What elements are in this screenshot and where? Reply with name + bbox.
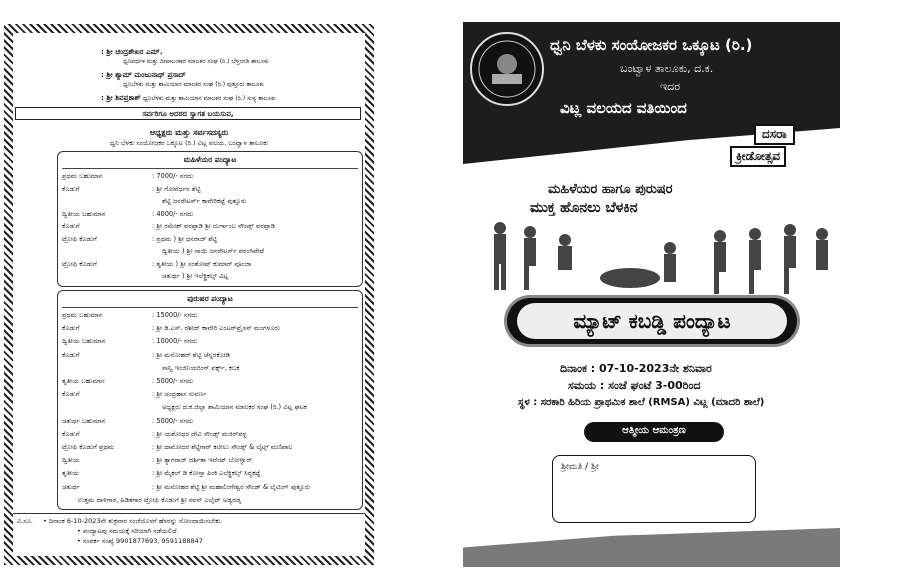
row-value: : ಶ್ರೀ ತ್ಯಾಗರಾಜ್ ದರ್ಶಿತಾ ಇವೆಂಟ್ ಬೋಳ್ವಾರ್ xyxy=(152,456,253,465)
match-title: ಮ್ಯಾಟ್ ಕಬಡ್ಡಿ ಪಂದ್ಯಾಟ xyxy=(573,309,731,333)
row-value: : 15000/- ನಗದು xyxy=(152,311,198,319)
row-label: ಕೊಡುಗೆ xyxy=(62,222,80,230)
addressee-label: ಶ್ರೀಮತಿ / ಶ್ರೀ xyxy=(561,462,599,472)
note-2: • ಪಂದ್ಯಾಟವು ಸಮಯಕ್ಕೆ ಸರಿಯಾಗಿ ನಡೆಯಲಿದೆ. xyxy=(77,527,179,535)
row-label: ದ್ವಿತೀಯ ಬಹುಮಾನ xyxy=(62,209,106,218)
venue-line: ಸ್ಥಳ : ಸರಕಾರಿ ಹಿರಿಯ ಪ್ರಾಥಮಿಕ ಶಾಲೆ (RMSA) ವಿಟ್ಲ (ಮಾದರಿ ಶಾಲೆ) xyxy=(518,397,765,408)
person-2-desc: ಧ್ವನಿಬೆಳಕು ಮತ್ತು ಶಾಮಿಯಾನ ಮಾಲಕರ ಸಂಘ (ರಿ.) ಪುತ್ತೂರು ತಾಲೂಕು xyxy=(123,81,264,88)
row-label: ಕೊಡುಗೆ xyxy=(62,324,80,333)
women-men-line: ಮಹಿಳೆಯರ ಹಾಗೂ ಪುರುಷರ xyxy=(548,182,673,197)
men-title: ಪುರುಷರ ಪಂದ್ಯಾಟ xyxy=(187,294,233,303)
row-value: : ಪ್ರಥಮ ) ಶ್ರೀ ಧನರಾಜ್ ಶೆಟ್ಟಿ xyxy=(152,234,218,243)
row-label: ಕೊಡುಗೆ xyxy=(62,350,80,359)
row-value: : ಶ್ರೀ ಗೋವರ್ಧನ ಶೆಟ್ಟಿ xyxy=(152,184,201,193)
welcome-banner: ಸರ್ವರಿಗೂ ಆದರದ ಸ್ವಾಗತ ಬಯಸುವ, xyxy=(15,107,361,120)
row-value: : 4000/- ನಗದು xyxy=(152,209,194,218)
row-value: : ಶ್ರೀ ಮನೋಹರ ಶೆಟ್ಟಿ ಶ್ರೀ ಮಹಾಲಿಂಗೇಶ್ವರ ಸೌಂಡ್ & ಲೈಟಿಂಗ್ ಪುತ್ತೂರು xyxy=(152,482,311,491)
kabaddi-players-image xyxy=(470,218,840,298)
vitla-line: ವಿಟ್ಲ ವಲಯದ ವತಿಯಿಂದ xyxy=(560,99,687,117)
row-value: ಚತುರ್ಥ ) ಶ್ರೀ ಇಲೆಕ್ಟ್ರಿಕಲ್ಸ್ ವಿಟ್ಲ xyxy=(162,272,229,280)
row-value: : 7000/- ನಗದು xyxy=(152,172,194,180)
date-line: ದಿನಾಂಕ : 07-10-2023ನೇ ಶನಿವಾರ xyxy=(560,362,712,375)
row-value: : ಶ್ರೀ ಮನೋಹರ್ ಶೆಟ್ಟಿ ಚೆನ್ನರಕೋಡಿ xyxy=(152,350,230,359)
row-value: : ಶ್ರೀ ಮೈಕಲ್ ಡಿ ಕೋಸ್ತಾ ಪಿಂಕಿ ಎಲೆಕ್ಟ್ರಿಕಲ್ಸ್ ಸಿದ್ಧಕಟ್ಟೆ xyxy=(152,469,261,478)
divider xyxy=(62,307,358,308)
time-line: ಸಮಯ : ಸಂಜೆ ಘಂಟೆ 3-00ರಿಂದ xyxy=(568,379,701,392)
row-label: ಟ್ರೋಫಿ ಕೊಡುಗೆ ಪ್ರಥಮ xyxy=(62,443,115,451)
row-value: : ಶ್ರೀ ದಾಮೋದರ ಶೆಟ್ಟಿಗಾರ್ ಕಟೀಲು ಸೌಂಡ್ಸ್ & ಲೈಟ್ಸ್ ಮಣಿಪಾಲ xyxy=(152,443,293,451)
row-value: : ಶ್ರೀ ಯಶೋಧರ ದೇವಿ ಸೌಂಡ್ಸ್ ಮಜಿರ್‌ಪಳ್ಳ xyxy=(152,429,247,438)
row-label: ಟ್ರೋಫಿ ಕೊಡುಗೆ xyxy=(62,234,97,243)
dasara-badge xyxy=(730,124,828,172)
divider xyxy=(62,168,358,169)
row-value: ಅಧ್ಯಕ್ಷರು ದ.ಕ.ಜಿಲ್ಲಾ ಶಾಮಿಯಾನ ಮಾಲಕರ ಸಂಘ (ರಿ.) ವಿಟ್ಲ ಘಟಕ xyxy=(162,403,307,412)
row-label: ಚತುರ್ಥ xyxy=(62,482,80,491)
emblem-icon xyxy=(472,34,542,104)
kreedotsava-label: ಕ್ರೀಡೋತ್ಸವ xyxy=(730,146,786,167)
note-3: • ಸಂಪರ್ಕ ಸಂಖ್ಯೆ 9901877693, 9591188847 xyxy=(77,537,203,545)
notes-label: ವಿ.ಸೂ. xyxy=(17,517,33,525)
row-label: ಕೊಡುಗೆ xyxy=(62,390,80,399)
row-value: : ಶ್ರೀ ಡಿ.ಎಸ್. ರಶೀದ್ ಕಾವೇರಿ ಎಂಟರ್‌ಪ್ರೈಸಸ್ ಮಂಗಳೂರು xyxy=(152,324,280,333)
dasara-label: ದಸರಾ xyxy=(754,124,795,145)
men-prize-box xyxy=(57,290,363,510)
row-value: : 5000/- ನಗದು xyxy=(152,377,194,385)
person-1-desc: ಧ್ವನಿವರ್ಧಕ ಮತ್ತು ದೀಪಾಲಂಕಾರ ಮಾಲಕರ ಸಂಘ (ರಿ.) ಬೆಳ್ತಂಗಡಿ ತಾಲೂಕು xyxy=(123,58,269,65)
row-value: : ತೃತೀಯ ) ಶ್ರೀ ಸಂತೋಷ್ ಕುಮಾರ್ ಪೂಂಜಾ xyxy=(152,259,252,268)
row-label: ಪ್ರಥಮ ಬಹುಮಾನ xyxy=(62,172,103,180)
divider xyxy=(13,513,365,514)
row-label: ಕೊಡುಗೆ xyxy=(62,429,80,438)
row-value: ಉತ್ತಮ ದಾಳಿಗಾರ, ಹಿಡಿತಗಾರ ಟ್ರೋಫಿ ಕೊಡುಗೆ ಶ್ರೀ ಸವನ್ ಎಲೈಟ್ ಅಡ್ಯನಡ್ಕ xyxy=(78,495,241,504)
row-value: ದ್ವಿತೀಯ ) ಶ್ರೀ ಸಾಯಿ ಜನರೇಟರ್ಸ್ ಪರಂಗಿಪೇಟೆ xyxy=(162,247,264,255)
person-3-line: : ಶ್ರೀ ಶಿವಪ್ರಕಾಶ್ ಧ್ವನಿಬೆಳಕು ಮತ್ತು ಶಾಮಿಯಾನ ಮಾಲಕರ ಸಂಘ (ರಿ.) ಸುಳ್ಯ ತಾಲೂಕು xyxy=(101,93,276,102)
organization-emblem xyxy=(470,32,544,106)
row-label: ತೃತೀಯ ಬಹುಮಾನ xyxy=(62,377,105,385)
person-2-name: : ಶ್ರೀ ಶ್ಯಾಮ್ ಮಂಜುನಾಥ್ ಪ್ರಸಾದ್ xyxy=(101,70,186,79)
left-content xyxy=(13,33,365,556)
addressee-box[interactable] xyxy=(552,455,756,523)
org-name: ಧ್ವನಿ ಬೆಳಕು ಸಂಯೋಜಕರ ಒಕ್ಕೂಟ (ರಿ.) xyxy=(550,36,753,54)
women-title: ಮಹಿಳೆಯರ ಪಂದ್ಯಾಟ xyxy=(183,155,237,164)
idara: ಇದರ xyxy=(660,80,681,93)
row-value: : 10000/- ನಗದು xyxy=(152,337,198,346)
row-label: ಕೊಡುಗೆ xyxy=(62,184,80,193)
row-value: ಶೆಟ್ಟಿ ಜನರೇಟರ್ಸ್ ಕಾವೇರಿಕಟ್ಟೆ ಪುತ್ತೂರು xyxy=(162,197,247,205)
person-1-name: : ಶ್ರೀ ಚಂದ್ರಶೇಖರ ಎಮ್. xyxy=(101,47,163,56)
taluk: ಬಂಟ್ವಾಳ ತಾಲೂಕು, ದ.ಕ. xyxy=(620,62,714,75)
row-value: : ಶ್ರೀ ರಮೇಶ್ ವರಪ್ಪಾಡಿ ಶ್ರೀ ದುರ್ಗಾಂಬ ಸೌಂಡ್ಸ್ ವರಪ್ಪಾಡಿ xyxy=(152,222,275,230)
row-label: ತೃತೀಯ xyxy=(62,469,80,478)
hosts-subtitle: ಧ್ವನಿ ಬೆಳಕು ಸಂಯೋಜಕರ ಒಕ್ಕೂಟ (ರಿ.) ವಿಟ್ಲ ವಲಯ, ಬಂಟ್ವಾಳ ತಾಲೂಕು xyxy=(109,139,269,147)
row-value: ಸಾನ್ವಿ ಇಂಜಿನಿಯರಿಂಗ್ ವರ್ಕ್ಸ್, ಕಬಕ xyxy=(162,363,240,372)
row-value: : ಶ್ರೀ ಚಂದ್ರಹಾಸ ಸುವರ್ಣ xyxy=(152,390,207,399)
hosts-title: ಅಧ್ಯಕ್ಷರು ಮತ್ತು ಸರ್ವಸದಸ್ಯರು xyxy=(149,128,229,137)
row-label: ಪ್ರಥಮ ಬಹುಮಾನ xyxy=(62,311,103,319)
open-light-line: ಮುಕ್ತ ಹೊನಲು ಬೆಳಕಿನ xyxy=(530,200,638,216)
row-label: ದ್ವಿತೀಯ ಬಹುಮಾನ xyxy=(62,337,106,346)
invite-label: ಆತ್ಮೀಯ ಆಮಂತ್ರಣ xyxy=(622,425,686,436)
women-prize-box xyxy=(57,151,363,287)
row-label: ಟ್ರೋಫಿ ಕೊಡುಗೆ xyxy=(62,259,97,268)
row-label: ದ್ವಿತೀಯ xyxy=(62,456,80,465)
row-label: ಚತುರ್ಥ ಬಹುಮಾನ xyxy=(62,416,106,425)
note-1: • ದಿನಾಂಕ 6-10-2023ನೇ ಶುಕ್ರವಾರ ಸಂಜೆಯೊಳಗೆ ಹೆಸರನ್ನು ನೋಂದಾಯಿಸಬೇಕು. xyxy=(43,517,223,525)
row-value: : 5000/- ನಗದು xyxy=(152,416,194,425)
